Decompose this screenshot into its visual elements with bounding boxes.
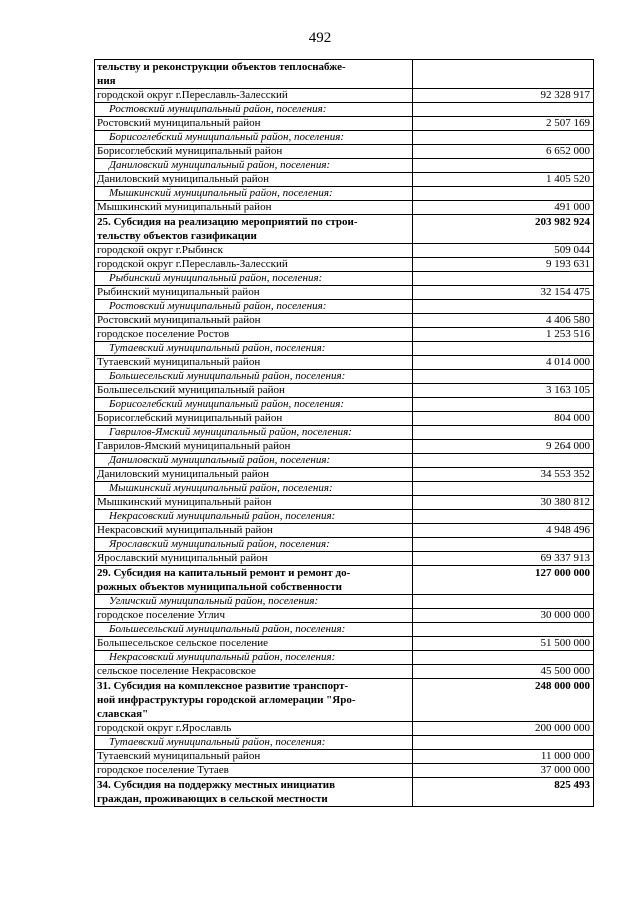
table-row [95, 89, 594, 103]
subgroup-row [95, 187, 594, 201]
row-name: Большесельский муниципальный район, поселения: [95, 370, 413, 384]
table-row [95, 496, 594, 510]
row-name: Даниловский муниципальный район, поселения: [95, 159, 413, 173]
row-name: Некрасовский муниципальный район, поселения: [95, 510, 413, 524]
subgroup-row [95, 510, 594, 524]
row-name: Ярославский муниципальный район [95, 552, 413, 566]
row-name: Борисоглебский муниципальный район [95, 145, 413, 159]
row-amount: 509 044 [413, 244, 594, 258]
budget-table [94, 59, 594, 807]
subgroup-row [95, 398, 594, 412]
subgroup-row [95, 454, 594, 468]
row-amount [413, 454, 594, 468]
row-name: тельству и реконструкции объектов теплоснабже- ния [95, 60, 413, 89]
row-name: 29. Субсидия на капитальный ремонт и ремонт до- рожных объектов муниципальной собственности [95, 566, 413, 595]
row-amount [413, 103, 594, 117]
row-name: Тутаевский муниципальный район [95, 356, 413, 370]
row-name: Рыбинский муниципальный район [95, 286, 413, 300]
row-name: Даниловский муниципальный район [95, 173, 413, 187]
row-amount [413, 370, 594, 384]
row-name: Ростовский муниципальный район, поселения: [95, 300, 413, 314]
row-name: 25. Субсидия на реализацию мероприятий по строи- тельству объектов газификации [95, 215, 413, 244]
row-name: Мышкинский муниципальный район, поселения: [95, 482, 413, 496]
row-amount [413, 187, 594, 201]
table-row [95, 286, 594, 300]
table-row [95, 764, 594, 778]
row-name: Некрасовский муниципальный район, поселения: [95, 651, 413, 665]
row-name: Ярославский муниципальный район, поселения: [95, 538, 413, 552]
row-amount: 6 652 000 [413, 145, 594, 159]
page-number: 492 [308, 30, 332, 46]
table-row [95, 609, 594, 623]
row-amount: 34 553 352 [413, 468, 594, 482]
row-amount [413, 272, 594, 286]
row-amount: 45 500 000 [413, 665, 594, 679]
table-row [95, 328, 594, 342]
table-row [95, 722, 594, 736]
row-amount [413, 482, 594, 496]
row-amount: 30 380 812 [413, 496, 594, 510]
row-name: Даниловский муниципальный район [95, 468, 413, 482]
subgroup-row [95, 623, 594, 637]
row-amount [413, 510, 594, 524]
table-row [95, 384, 594, 398]
row-name: Борисоглебский муниципальный район, поселения: [95, 398, 413, 412]
table-row [95, 468, 594, 482]
row-amount: 92 328 917 [413, 89, 594, 103]
table-row [95, 356, 594, 370]
section-heading-row [95, 60, 594, 89]
table-row [95, 665, 594, 679]
row-name: Рыбинский муниципальный район, поселения: [95, 272, 413, 286]
row-amount: 127 000 000 [413, 566, 594, 595]
row-name: городское поселение Углич [95, 609, 413, 623]
row-name: Угличский муниципальный район, поселения: [95, 595, 413, 609]
table-row [95, 244, 594, 258]
subgroup-row [95, 595, 594, 609]
section-heading-row [95, 679, 594, 722]
row-amount: 69 337 913 [413, 552, 594, 566]
row-amount [413, 595, 594, 609]
row-amount [413, 300, 594, 314]
subgroup-row [95, 426, 594, 440]
row-name: 34. Субсидия на поддержку местных инициатив граждан, проживающих в сельской местности [95, 778, 413, 807]
row-amount: 248 000 000 [413, 679, 594, 722]
section-heading-row [95, 215, 594, 244]
row-amount [413, 131, 594, 145]
row-amount: 9 193 631 [413, 258, 594, 272]
row-amount: 200 000 000 [413, 722, 594, 736]
row-amount [413, 651, 594, 665]
row-amount: 4 406 580 [413, 314, 594, 328]
subgroup-row [95, 272, 594, 286]
row-amount [413, 159, 594, 173]
subgroup-row [95, 300, 594, 314]
section-heading-row [95, 566, 594, 595]
row-amount: 11 000 000 [413, 750, 594, 764]
row-name: 31. Субсидия на комплексное развитие транспорт- ной инфраструктуры городской агломерации "Яро- славская" [95, 679, 413, 722]
subgroup-row [95, 159, 594, 173]
row-name: Борисоглебский муниципальный район [95, 412, 413, 426]
table-row [95, 201, 594, 215]
subgroup-row [95, 370, 594, 384]
row-name: Ростовский муниципальный район [95, 314, 413, 328]
table-row [95, 412, 594, 426]
row-name: сельское поселение Некрасовское [95, 665, 413, 679]
row-name: городской округ г.Переславль-Залесский [95, 89, 413, 103]
row-amount [413, 426, 594, 440]
row-amount: 37 000 000 [413, 764, 594, 778]
row-amount [413, 60, 594, 89]
subgroup-row [95, 538, 594, 552]
subgroup-row [95, 342, 594, 356]
table-row [95, 258, 594, 272]
row-name: городское поселение Тутаев [95, 764, 413, 778]
row-amount: 4 948 496 [413, 524, 594, 538]
row-name: Борисоглебский муниципальный район, поселения: [95, 131, 413, 145]
table-row [95, 552, 594, 566]
row-amount: 9 264 000 [413, 440, 594, 454]
row-amount [413, 736, 594, 750]
subgroup-row [95, 651, 594, 665]
table-row [95, 173, 594, 187]
row-name: Мышкинский муниципальный район [95, 496, 413, 510]
table-row [95, 117, 594, 131]
row-name: Мышкинский муниципальный район, поселения: [95, 187, 413, 201]
table-row [95, 637, 594, 651]
row-name: Большесельское сельское поселение [95, 637, 413, 651]
row-name: Некрасовский муниципальный район [95, 524, 413, 538]
table-row [95, 145, 594, 159]
row-name: Гаврилов-Ямский муниципальный район, поселения: [95, 426, 413, 440]
row-name: городской округ г.Рыбинск [95, 244, 413, 258]
row-name: Даниловский муниципальный район, поселения: [95, 454, 413, 468]
row-name: городской округ г.Ярославль [95, 722, 413, 736]
row-amount: 3 163 105 [413, 384, 594, 398]
row-name: Ростовский муниципальный район [95, 117, 413, 131]
row-name: Тутаевский муниципальный район, поселения: [95, 736, 413, 750]
row-amount: 804 000 [413, 412, 594, 426]
row-name: Тутаевский муниципальный район [95, 750, 413, 764]
row-amount [413, 538, 594, 552]
row-amount: 1 405 520 [413, 173, 594, 187]
subgroup-row [95, 131, 594, 145]
row-name: Большесельский муниципальный район, поселения: [95, 623, 413, 637]
subgroup-row [95, 103, 594, 117]
row-amount: 30 000 000 [413, 609, 594, 623]
table-row [95, 524, 594, 538]
table-row [95, 314, 594, 328]
row-amount [413, 623, 594, 637]
row-amount: 4 014 000 [413, 356, 594, 370]
row-amount: 32 154 475 [413, 286, 594, 300]
row-amount: 825 493 [413, 778, 594, 807]
subgroup-row [95, 482, 594, 496]
row-amount: 203 982 924 [413, 215, 594, 244]
row-amount: 1 253 516 [413, 328, 594, 342]
section-heading-row [95, 778, 594, 807]
row-name: городской округ г.Переславль-Залесский [95, 258, 413, 272]
row-amount [413, 342, 594, 356]
row-name: городское поселение Ростов [95, 328, 413, 342]
row-amount: 491 000 [413, 201, 594, 215]
row-amount [413, 398, 594, 412]
row-name: Мышкинский муниципальный район [95, 201, 413, 215]
row-amount: 51 500 000 [413, 637, 594, 651]
row-amount: 2 507 169 [413, 117, 594, 131]
row-name: Ростовский муниципальный район, поселения: [95, 103, 413, 117]
subgroup-row [95, 736, 594, 750]
table-row [95, 440, 594, 454]
row-name: Гаврилов-Ямский муниципальный район [95, 440, 413, 454]
row-name: Большесельский муниципальный район [95, 384, 413, 398]
row-name: Тутаевский муниципальный район, поселения: [95, 342, 413, 356]
table-row [95, 750, 594, 764]
